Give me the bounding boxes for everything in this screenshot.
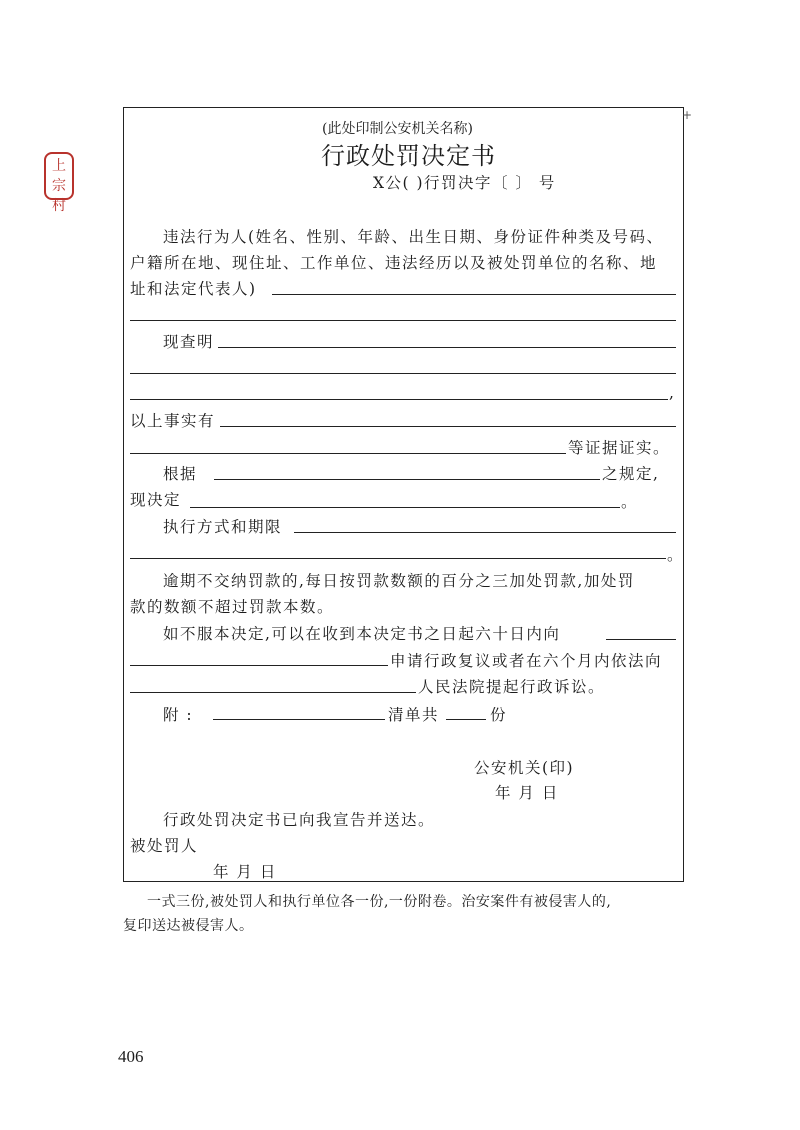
list-count-blank	[446, 719, 486, 720]
basis-blank	[214, 479, 600, 480]
violator-blank-2	[130, 320, 676, 321]
execution-period: 。	[667, 546, 685, 564]
decision-blank	[190, 507, 620, 508]
violator-blank-1	[272, 294, 676, 295]
found-blank-3	[130, 399, 668, 400]
comma-mark: ,	[669, 384, 676, 402]
facts-blank-1	[220, 426, 676, 427]
evidence-text: 等证据证实。	[568, 439, 671, 457]
facts-label: 以上事实有	[130, 412, 216, 430]
violator-text-2: 户籍所在地、现住址、工作单位、违法经历以及被处罚单位的名称、地	[130, 254, 658, 272]
form-frame	[123, 107, 684, 882]
punished-person-label: 被处罚人	[130, 837, 199, 855]
list-count-unit: 份	[490, 706, 508, 724]
basis-label: 根据	[163, 465, 198, 483]
found-label: 现查明	[163, 333, 215, 351]
violator-text-1: 违法行为人(姓名、性别、年龄、出生日期、身份证件种类及号码、	[163, 228, 664, 246]
list-count-label: 清单共	[388, 706, 440, 724]
crop-mark: +	[682, 108, 693, 122]
execution-blank-1	[294, 532, 676, 533]
appeal-blank-1	[606, 639, 676, 640]
document-number: X公( )行罚决字〔 〕 号	[373, 174, 556, 192]
appeal-blank-3	[130, 692, 416, 693]
overdue-text-2: 款的数额不超过罚款本数。	[130, 598, 335, 616]
footnote-line-2: 复印送达被侵害人。	[123, 918, 254, 934]
page-number: 406	[118, 1047, 144, 1066]
decision-date: 年 月 日	[495, 784, 559, 802]
agency-seal-label: 公安机关(印)	[474, 759, 575, 777]
decision-label: 现决定	[130, 491, 182, 509]
appeal-text-2: 申请行政复议或者在六个月内依法向	[390, 652, 663, 670]
execution-label: 执行方式和期限	[163, 518, 283, 536]
appeal-text-1: 如不服本决定,可以在收到本决定书之日起六十日内向	[163, 625, 561, 643]
basis-end: 之规定,	[602, 465, 660, 483]
form-title: 行政处罚决定书	[321, 142, 496, 170]
attachment-label: 附 :	[163, 706, 194, 724]
decision-period: 。	[621, 493, 639, 511]
agency-name-placeholder: (此处印制公安机关名称)	[322, 121, 473, 137]
found-blank-1	[218, 347, 676, 348]
attachment-blank	[213, 719, 385, 720]
execution-blank-2	[130, 558, 666, 559]
appeal-text-3: 人民法院提起行政诉讼。	[418, 678, 606, 696]
appeal-blank-2	[130, 665, 388, 666]
footnote-line-1: 一式三份,被处罚人和执行单位各一份,一份附卷。治安案件有被侵害人的,	[147, 894, 612, 910]
found-blank-2	[130, 373, 676, 374]
seal-logo: 上宗村	[44, 152, 74, 200]
served-date: 年 月 日	[213, 863, 277, 881]
served-statement: 行政处罚决定书已向我宣告并送达。	[163, 811, 436, 829]
violator-text-3: 址和法定代表人)	[130, 280, 257, 298]
overdue-text-1: 逾期不交纳罚款的,每日按罚款数额的百分之三加处罚款,加处罚	[163, 572, 635, 590]
facts-blank-2	[130, 453, 566, 454]
